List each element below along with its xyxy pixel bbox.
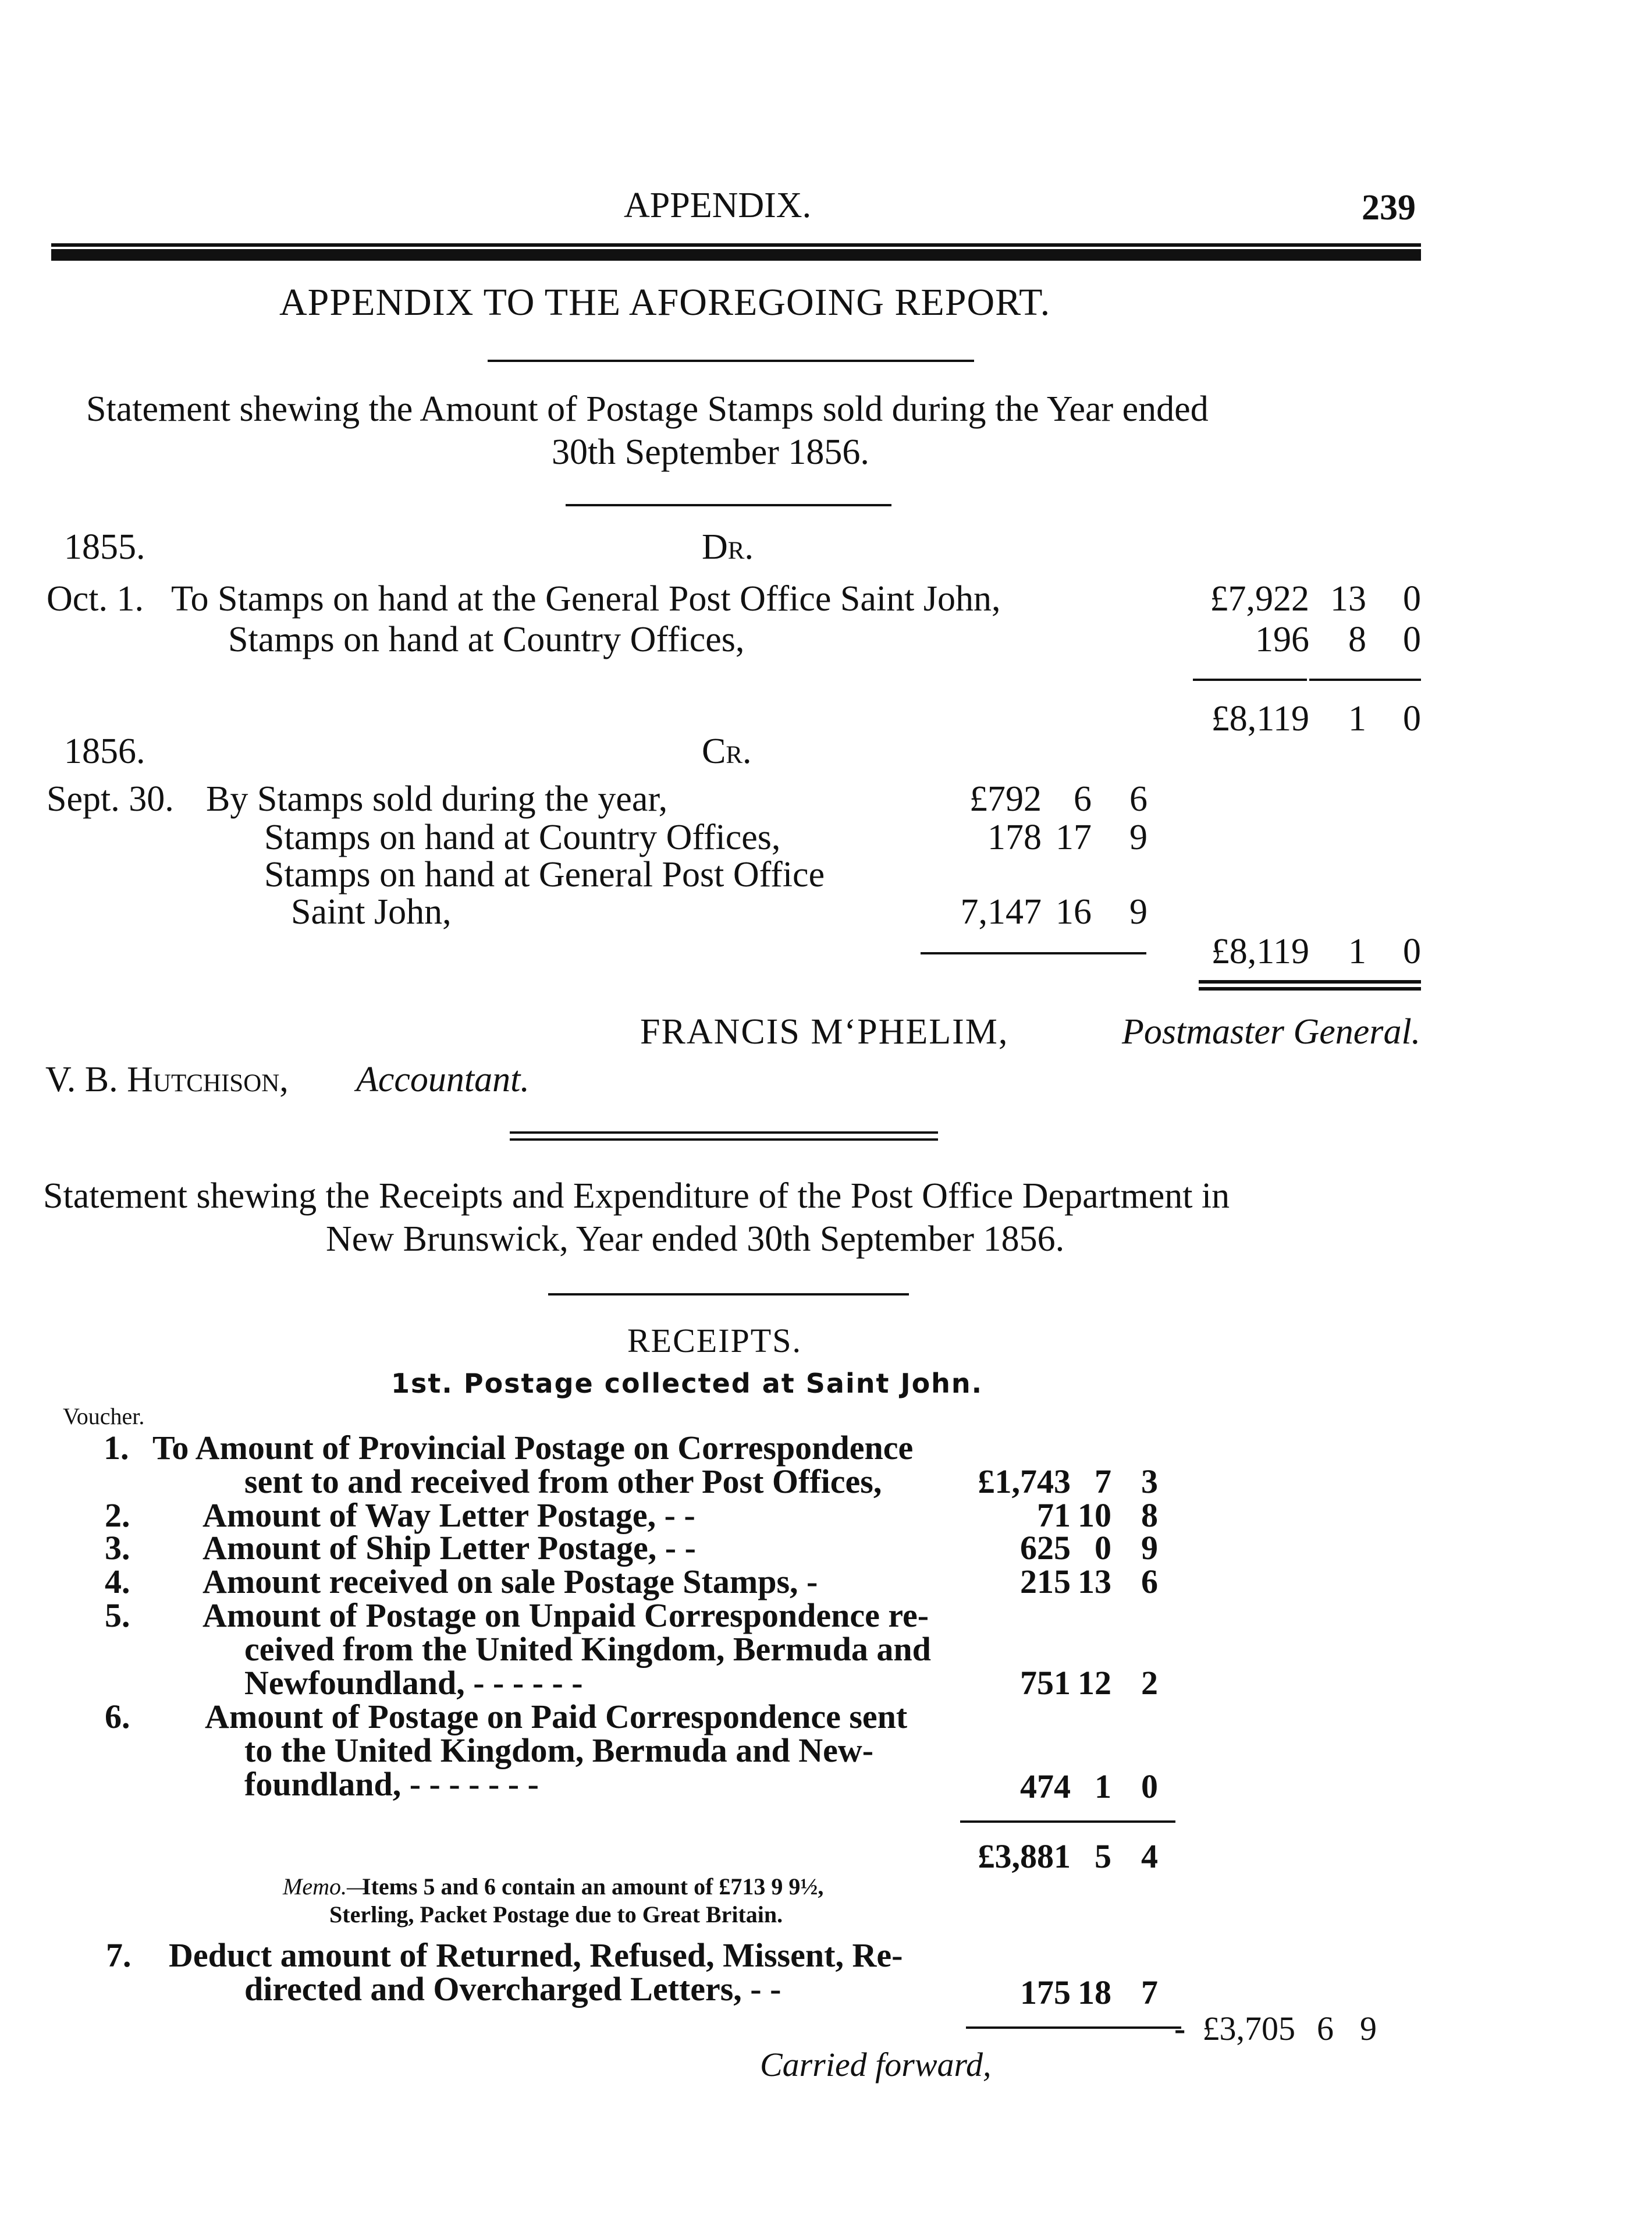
accountant-title: Accountant.	[356, 1060, 530, 1099]
dr-row-pence: 0	[1403, 620, 1421, 659]
deduct-pounds: 175	[1020, 1974, 1071, 2011]
cr-row-shillings: 17	[1056, 818, 1092, 857]
item-shillings: 12	[1078, 1664, 1111, 1702]
cr-double-rule	[1199, 987, 1421, 991]
cr-row-pence: 9	[1129, 818, 1147, 857]
subtotal-pounds: £3,881	[978, 1837, 1071, 1875]
item-line: Newfoundland, - - - - - -	[244, 1664, 583, 1702]
item-line: Amount of Ship Letter Postage, - -	[202, 1529, 696, 1567]
item-shillings: 13	[1078, 1563, 1111, 1600]
voucher-number: 3.	[105, 1529, 130, 1567]
cr-row-pence: 9	[1129, 892, 1147, 932]
item-shillings: 7	[1095, 1463, 1111, 1500]
cr-row-date: Sept. 30.	[47, 779, 174, 819]
deduct-rule	[966, 2026, 1181, 2029]
item-shillings: 1	[1095, 1767, 1111, 1805]
dr-row-text: Stamps on hand at Country Offices,	[228, 620, 745, 659]
memo-line2: Sterling, Packet Postage due to Great Britain.	[329, 1901, 783, 1928]
stamps-heading-divider	[566, 504, 891, 506]
voucher-number: 5.	[105, 1596, 130, 1634]
cr-row-shillings: 6	[1074, 779, 1092, 819]
item-pence: 0	[1141, 1767, 1158, 1805]
receipts-heading-divider	[548, 1293, 909, 1295]
cr-label: Cr.	[702, 732, 752, 771]
item-pence: 3	[1141, 1463, 1158, 1500]
page-number: 239	[1362, 188, 1416, 228]
receipts-subsection-title: 1st. Postage collected at Saint John.	[391, 1368, 983, 1399]
item-pounds: 215	[1020, 1563, 1071, 1600]
deduct-shillings: 18	[1078, 1974, 1111, 2011]
voucher-number: 6.	[105, 1698, 130, 1735]
cr-row-text: Stamps on hand at General Post Office	[264, 855, 825, 895]
item-pounds: 474	[1020, 1767, 1071, 1805]
section-double-rule	[510, 1131, 938, 1134]
cr-row-shillings: 16	[1056, 892, 1092, 932]
item-line: Amount of Postage on Unpaid Correspondence re-	[202, 1596, 929, 1634]
item-pounds: 625	[1020, 1529, 1071, 1567]
item-pounds: 751	[1020, 1664, 1071, 1702]
cr-row-text: By Stamps sold during the year,	[206, 779, 668, 819]
voucher-number: 7.	[106, 1936, 132, 1974]
memo-line1: Items 5 and 6 contain an amount of £713 9 9½,	[362, 1873, 824, 1900]
cr-row-pence: 6	[1129, 779, 1147, 819]
carried-forward: Carried forward,	[760, 2046, 992, 2084]
item-shillings: 0	[1095, 1529, 1111, 1567]
dr-row-date: Oct. 1.	[47, 579, 144, 619]
voucher-number: 1.	[104, 1429, 129, 1467]
report-title: APPENDIX TO THE AFOREGOING REPORT.	[279, 281, 1051, 324]
item-line: Amount received on sale Postage Stamps, -	[202, 1563, 818, 1600]
receipts-heading-line1: Statement shewing the Receipts and Expenditure of the Post Office Department in	[43, 1176, 1230, 1216]
section-double-rule	[510, 1138, 938, 1141]
item-line: to the United Kingdom, Bermuda and New-	[244, 1731, 874, 1769]
item-line: Amount of Postage on Paid Correspondence sent	[205, 1698, 908, 1735]
item-pounds: 71	[1037, 1496, 1071, 1534]
cr-row-text: Saint John,	[291, 892, 452, 932]
header-rule-thin	[51, 243, 1421, 247]
voucher-number: 4.	[105, 1563, 130, 1600]
voucher-label: Voucher.	[63, 1403, 145, 1429]
item-pence: 8	[1141, 1496, 1158, 1534]
receipts-heading-line2: New Brunswick, Year ended 30th September 1856.	[326, 1219, 1065, 1259]
item-line: To Amount of Provincial Postage on Correspondence	[152, 1429, 914, 1467]
dr-label: Dr.	[702, 527, 754, 567]
cr-total-pounds: £8,119	[1211, 932, 1309, 971]
item-pence: 6	[1141, 1563, 1158, 1600]
dr-row-shillings: 13	[1330, 579, 1366, 619]
deduct-pence: 7	[1141, 1974, 1158, 2011]
deduct-line: Deduct amount of Returned, Refused, Missent, Re-	[169, 1936, 903, 1974]
cr-sum-rule	[921, 952, 1146, 954]
cr-row-pounds: 7,147	[960, 892, 1042, 932]
net-dash: -	[1174, 2010, 1186, 2047]
subtotal-shillings: 5	[1095, 1837, 1111, 1875]
dr-total-shillings: 1	[1348, 699, 1366, 739]
cr-double-rule	[1199, 980, 1421, 984]
stamps-heading-line1: Statement shewing the Amount of Postage Stamps sold during the Year ended	[86, 389, 1209, 429]
header-rule-thick	[51, 249, 1421, 261]
net-pence: 9	[1360, 2010, 1377, 2047]
memo-label: Memo.—	[283, 1873, 368, 1900]
running-title: APPENDIX.	[624, 186, 812, 225]
receipts-section-title: RECEIPTS.	[627, 1322, 802, 1360]
item-line: ceived from the United Kingdom, Bermuda and	[244, 1630, 931, 1668]
receipts-sum-rule	[960, 1820, 1175, 1823]
net-pounds: £3,705	[1202, 2010, 1295, 2047]
cr-total-shillings: 1	[1348, 932, 1366, 971]
item-line: Amount of Way Letter Postage, - -	[202, 1496, 695, 1534]
item-line: sent to and received from other Post Offices,	[244, 1463, 882, 1500]
deduct-line: directed and Overcharged Letters, - -	[244, 1970, 781, 2008]
dr-row-pounds: £7,922	[1210, 579, 1309, 619]
voucher-number: 2.	[105, 1496, 130, 1534]
cr-row-text: Stamps on hand at Country Offices,	[264, 818, 781, 857]
net-shillings: 6	[1317, 2010, 1334, 2047]
item-line: foundland, - - - - - - -	[244, 1765, 539, 1803]
dr-sum-rule	[1193, 679, 1307, 681]
cr-row-pounds: £792	[969, 779, 1042, 819]
signature-name: FRANCIS M‘PHELIM,	[640, 1012, 1009, 1052]
signature-title: Postmaster General.	[1122, 1012, 1421, 1052]
dr-sum-rule	[1309, 679, 1421, 681]
subtotal-pence: 4	[1141, 1837, 1158, 1875]
dr-row-text: To Stamps on hand at the General Post Office Saint John,	[171, 579, 1001, 619]
cr-row-pounds: 178	[987, 818, 1042, 857]
item-pence: 2	[1141, 1664, 1158, 1702]
dr-row-pence: 0	[1403, 579, 1421, 619]
title-divider	[488, 360, 974, 362]
accountant-name: V. B. Hutchison,	[45, 1060, 289, 1099]
cr-total-pence: 0	[1403, 932, 1421, 971]
dr-total-pounds: £8,119	[1211, 699, 1309, 739]
dr-year: 1855.	[64, 527, 145, 567]
dr-row-pounds: 196	[1255, 620, 1309, 659]
item-pounds: £1,743	[978, 1463, 1071, 1500]
dr-total-pence: 0	[1403, 699, 1421, 739]
stamps-heading-line2: 30th September 1856.	[552, 432, 869, 472]
item-pence: 9	[1141, 1529, 1158, 1567]
cr-year: 1856.	[64, 732, 145, 771]
item-shillings: 10	[1078, 1496, 1111, 1534]
dr-row-shillings: 8	[1348, 620, 1366, 659]
